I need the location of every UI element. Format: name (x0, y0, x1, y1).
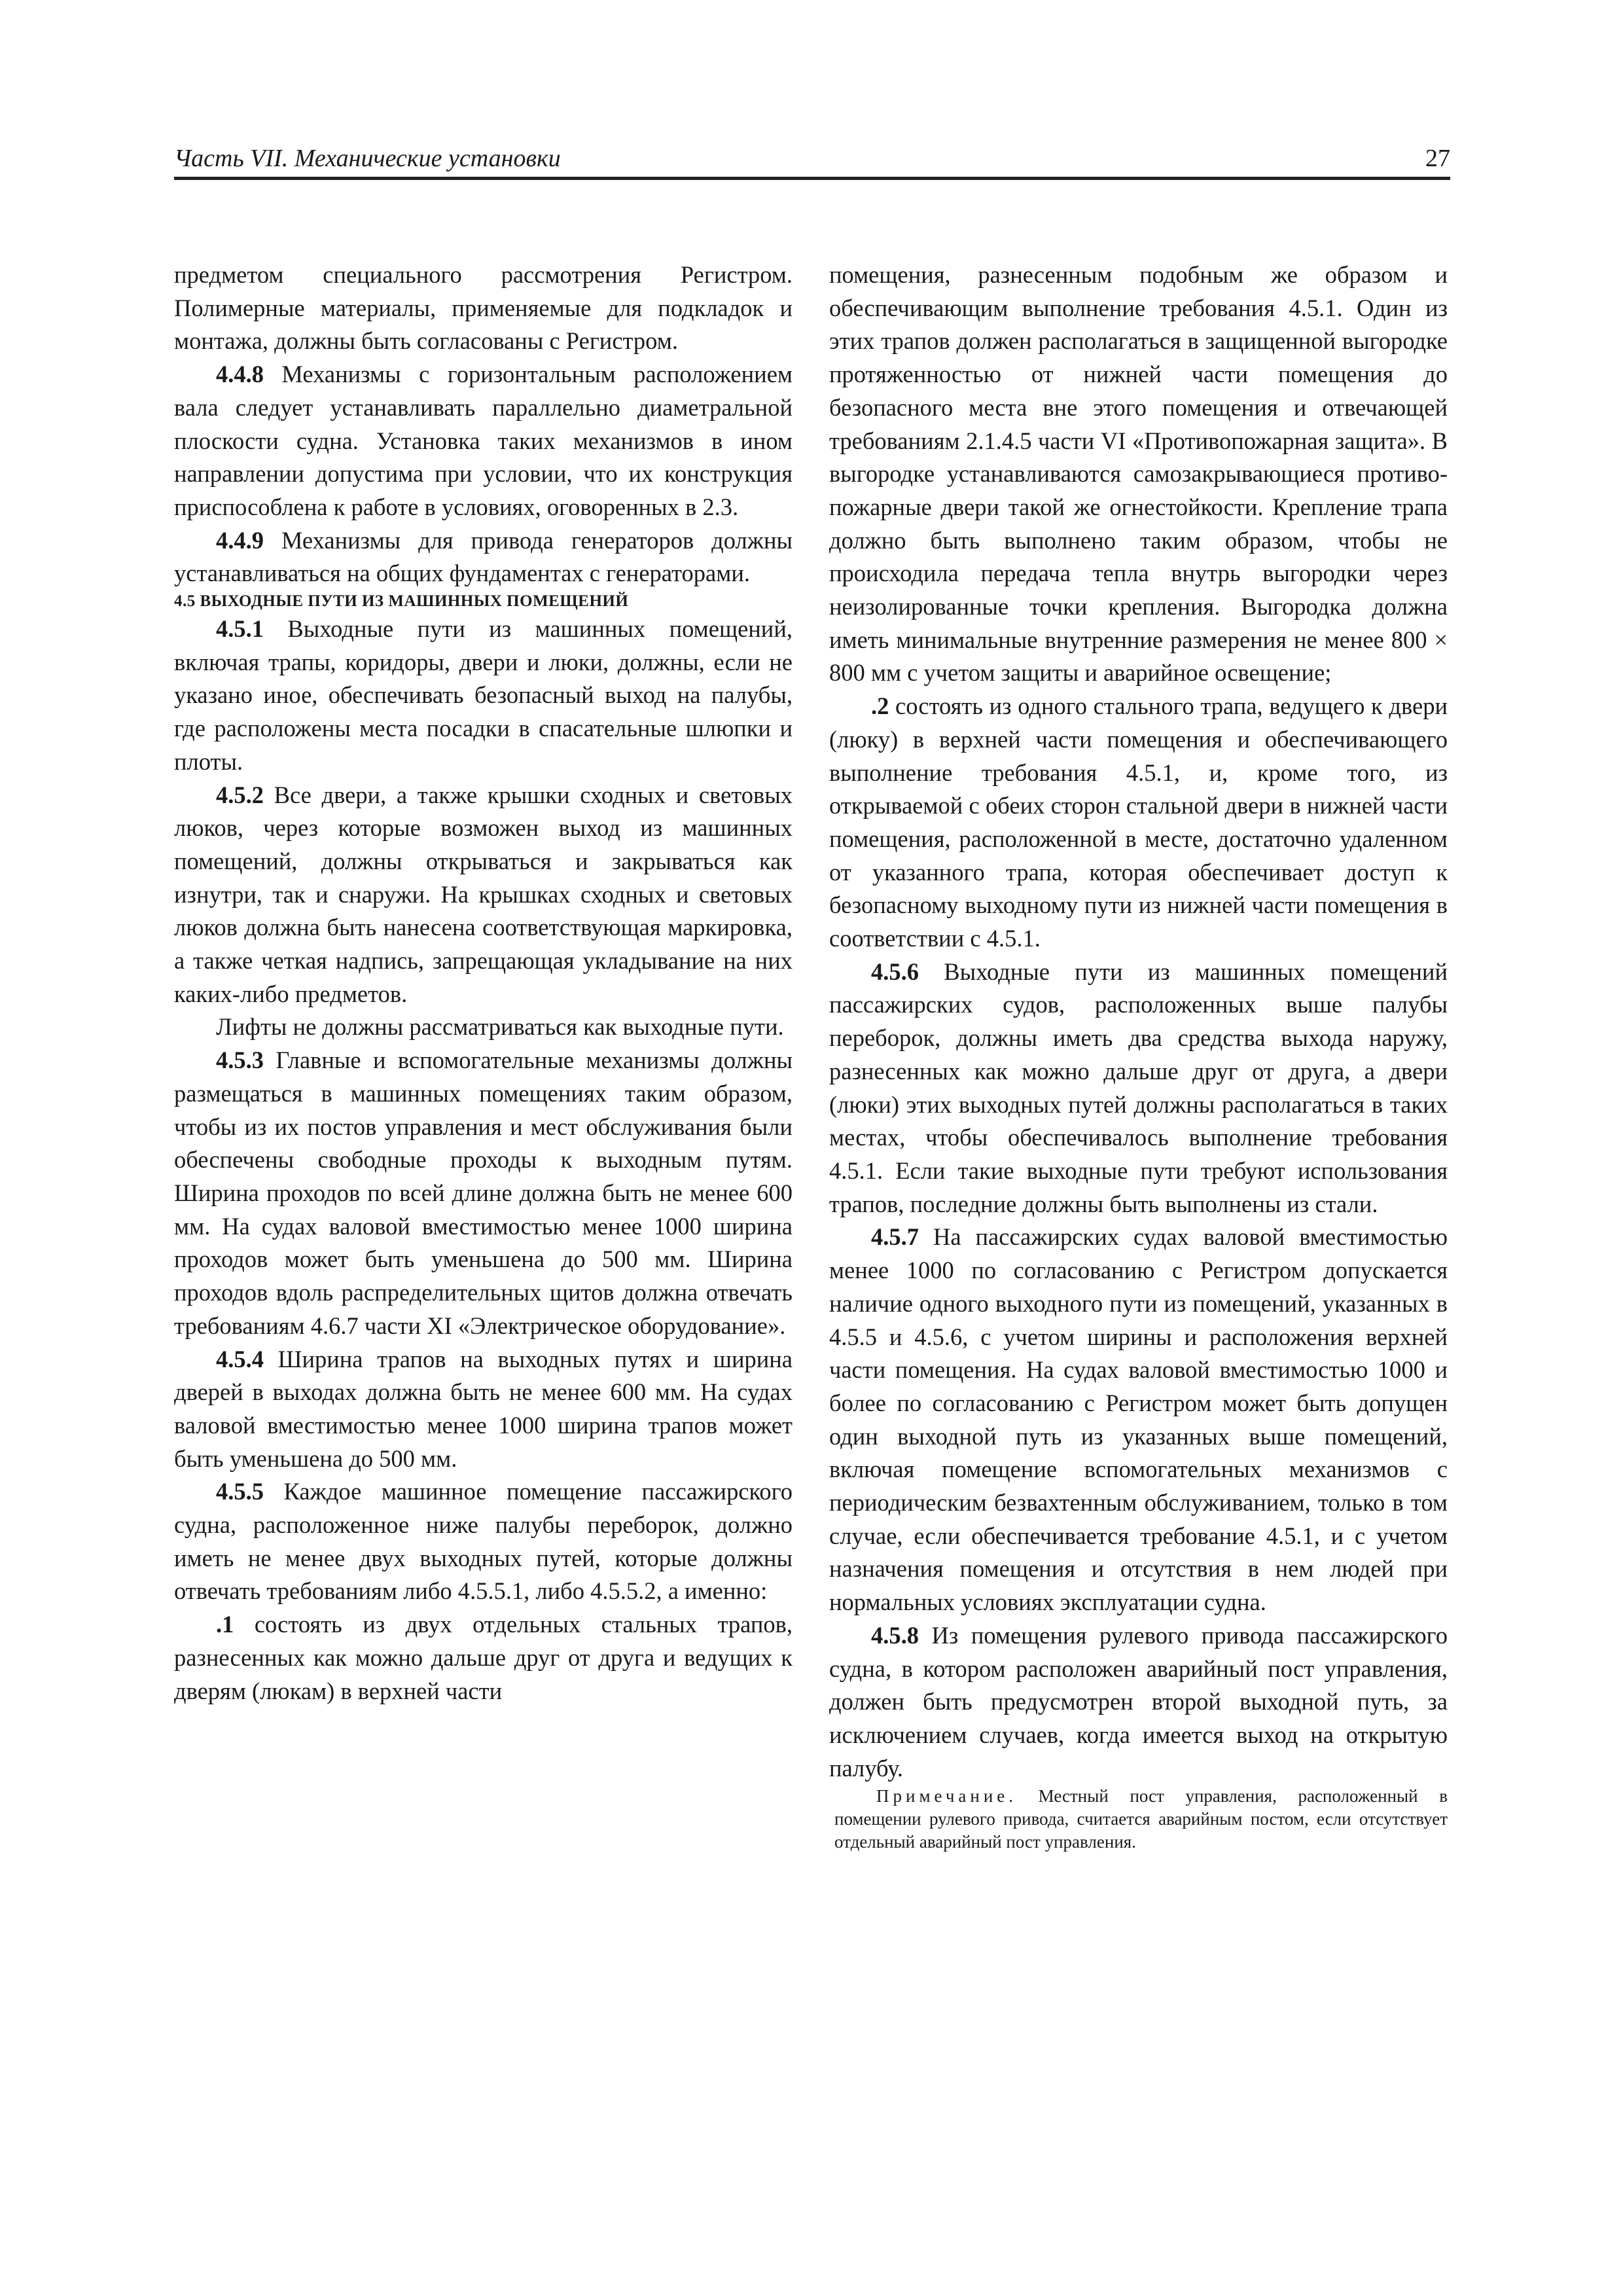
paragraph-text: Ширина трапов на выходных путях и ширина дверей в выходах должна быть не менее 600 мм. На судах валовой вместимостью менее 1000 ширина трапов может быть уменьшена до 500 мм. (174, 1345, 793, 1472)
paragraph-text: состоять из одного стального трапа, ведущего к двери (люку) в верхней части помещения и обеспечивающего выполнение требования 4.5.1, и, кроме того, из открываемой с обеих сторон стальной двери в нижней части помещения, расположенной в месте, достаточно удаленном от указанного трапа, которая обеспечивает доступ к безопасному выходному пути из нижней части помещения в соответствии с 4.5.1. (829, 692, 1448, 952)
paragraph-4-5-4 (174, 1343, 793, 1476)
paragraph (174, 259, 793, 358)
paragraph-text: Механизмы с горизонтальным расположением вала следует устанавливать параллельно диаметральной плоскости судна. Установка таких механизмов в ином направлении допустима при условии, что их конструкция приспособлена к работе в условиях, оговоренных в 2.3. (174, 361, 793, 520)
clause-number: 4.4.9 (216, 526, 264, 554)
note (829, 1785, 1448, 1854)
paragraph-4-5-6 (829, 956, 1448, 1221)
paragraph-text: Из помещения рулевого привода пассажирского судна, в котором расположен аварийный пост управления, должен быть предусмотрен второй выходной путь, за исключением случаев, когда имеется выход на открытую палубу. (829, 1621, 1448, 1782)
paragraph-text: предметом специального рассмотрения Регистром. Полимерные материалы, применяемые для подкладок и монтажа, должны быть согласованы с Регистром. (174, 261, 793, 355)
running-header (174, 143, 1450, 180)
paragraph-4-5-5 (174, 1475, 793, 1608)
paragraph-4-5-8 (829, 1619, 1448, 1785)
clause-number: 4.5.1 (216, 615, 264, 643)
header-title: Часть VII. Механические установки (174, 145, 561, 172)
note-text: Местный пост управления, расположенный в помещении рулевого привода, считается аварийным постом, если отсутствует отдельный аварийный пост управления. (834, 1786, 1448, 1852)
paragraph-text: Главные и вспомогательные механизмы должны размещаться в машинных помещениях таким образом, чтобы из их постов управления и мест обслуживания были обеспечены свободные проходы к выходным путям. Ширина проходов по всей длине должна быть не менее 600 мм. На судах валовой вместимостью менее 1000 ширина проходов может быть уменьшена до 500 мм. Ширина проходов вдоль распределительных щитов должна отвечать требованиям 4.6.7 части XI «Электрическое оборудование». (174, 1047, 793, 1339)
paragraph-4-5-7 (829, 1221, 1448, 1619)
clause-number: 4.5.6 (871, 958, 919, 985)
clause-number: 4.4.8 (216, 361, 264, 388)
paragraph-text: Лифты не должны рассматриваться как выходные пути. (216, 1013, 784, 1041)
clause-number: 4.5.2 (216, 781, 264, 808)
clause-number: 4.5.4 (216, 1345, 264, 1372)
clause-number: 4.5.3 (216, 1047, 264, 1074)
paragraph-text: Выходные пути из машинных помещений, включая трапы, коридоры, двери и люки, должны, если не указано иное, обеспечивать безопасный выход на палубы, где расположены места посадки в спасательные шлюпки и плоты. (174, 615, 793, 775)
paragraph-text: Все двери, а также крышки сходных и световых люков, через которые возможен выход из машинных помещений, должны открываться и закрываться как изнутри, так и снаружи. На крышках сходных и световых люков должна быть нанесена соответствующая маркировка, а также четкая надпись, запрещающая укладывание на них каких-либо предметов. (174, 781, 793, 1007)
paragraph-lifts (174, 1011, 793, 1044)
paragraph-text: помещения, разнесенным подобным же образом и обеспечивающим выполнение требования 4.5.1. Один из этих трапов должен располагаться в защищенной выгородке протяженностью от нижней части помещения до безопасного места вне этого помещения и отвечающей требованиям 2.1.4.5 части VI «Противопожарная защита». В выгородке устанавливаются самозакрывающиеся противопожарные двери такой же огнестойкости. Крепление трапа должно быть выполнено таким образом, чтобы не происходила передача тепла внутрь выгородки через неизолированные точки крепления. Выгородка должна иметь минимальные внутренние размерения не менее 800 × 800 мм с учетом защиты и аварийное освещение; (829, 261, 1448, 687)
clause-number: .2 (871, 692, 889, 720)
paragraph-text: Механизмы для привода генераторов должны устанавливаться на общих фундаментах с генераторами. (174, 526, 793, 587)
right-column (829, 259, 1448, 1854)
paragraph-text: Каждое машинное помещение пассажирского судна, расположенное ниже палубы переборок, должно иметь не менее двух выходных путей, которые должны отвечать требованиям либо 4.5.5.1, либо 4.5.5.2, а именно: (174, 1478, 793, 1605)
clause-number: .1 (216, 1611, 234, 1638)
paragraph-text: Выходные пути из машинных помещений пассажирских судов, расположенных выше палубы переборок, должны иметь два средства выхода наружу, разнесенных как можно дальше друг от друга, а двери (люки) этих выходных путей должны располагаться в таких местах, чтобы обеспечивалось выполнение требования 4.5.1. Если такие выходные пути требуют использования трапов, последние должны быть выполнены из стали. (829, 958, 1448, 1217)
paragraph-4-5-3 (174, 1044, 793, 1342)
clause-number: 4.5.7 (871, 1223, 919, 1251)
paragraph-4-4-8 (174, 358, 793, 524)
paragraph-4-5-2 (174, 779, 793, 1011)
clause-number: 4.5.5 (216, 1478, 264, 1505)
paragraph-4-5-5-1 (174, 1608, 793, 1708)
left-column (174, 259, 793, 1708)
paragraph-4-5-5-2 (829, 690, 1448, 956)
paragraph-text: состоять из двух отдельных стальных трапов, разнесенных как можно дальше друг от друга и ведущих к дверям (люкам) в верхней части (174, 1611, 793, 1704)
page-number: 27 (1425, 145, 1450, 172)
paragraph-text: На пассажирских судах валовой вместимостью менее 1000 по согласованию с Регистром допускается наличие одного выходного пути из помещений, указанных в 4.5.5 и 4.5.6, с учетом ширины и расположения верхней части помещения. На судах валовой вместимостью 1000 и более по согласованию с Регистром может быть допущен один выходной путь из указанных выше помещений, включая помещение вспомогательных механизмов с периодическим безвахтенным обслуживанием, только в том случае, если обеспечивается требование 4.5.1, и с учетом назначения помещения и отсутствия в нем людей при нормальных условиях эксплуатации судна. (829, 1223, 1448, 1616)
paragraph-4-5-1 (174, 613, 793, 779)
note-label: Примечание. (876, 1786, 1018, 1806)
clause-number: 4.5.8 (871, 1621, 919, 1649)
paragraph-4-4-9 (174, 524, 793, 590)
section-heading: 4.5 ВЫХОДНЫЕ ПУТИ ИЗ МАШИННЫХ ПОМЕЩЕНИЙ (174, 592, 629, 611)
paragraph-continued (829, 259, 1448, 690)
